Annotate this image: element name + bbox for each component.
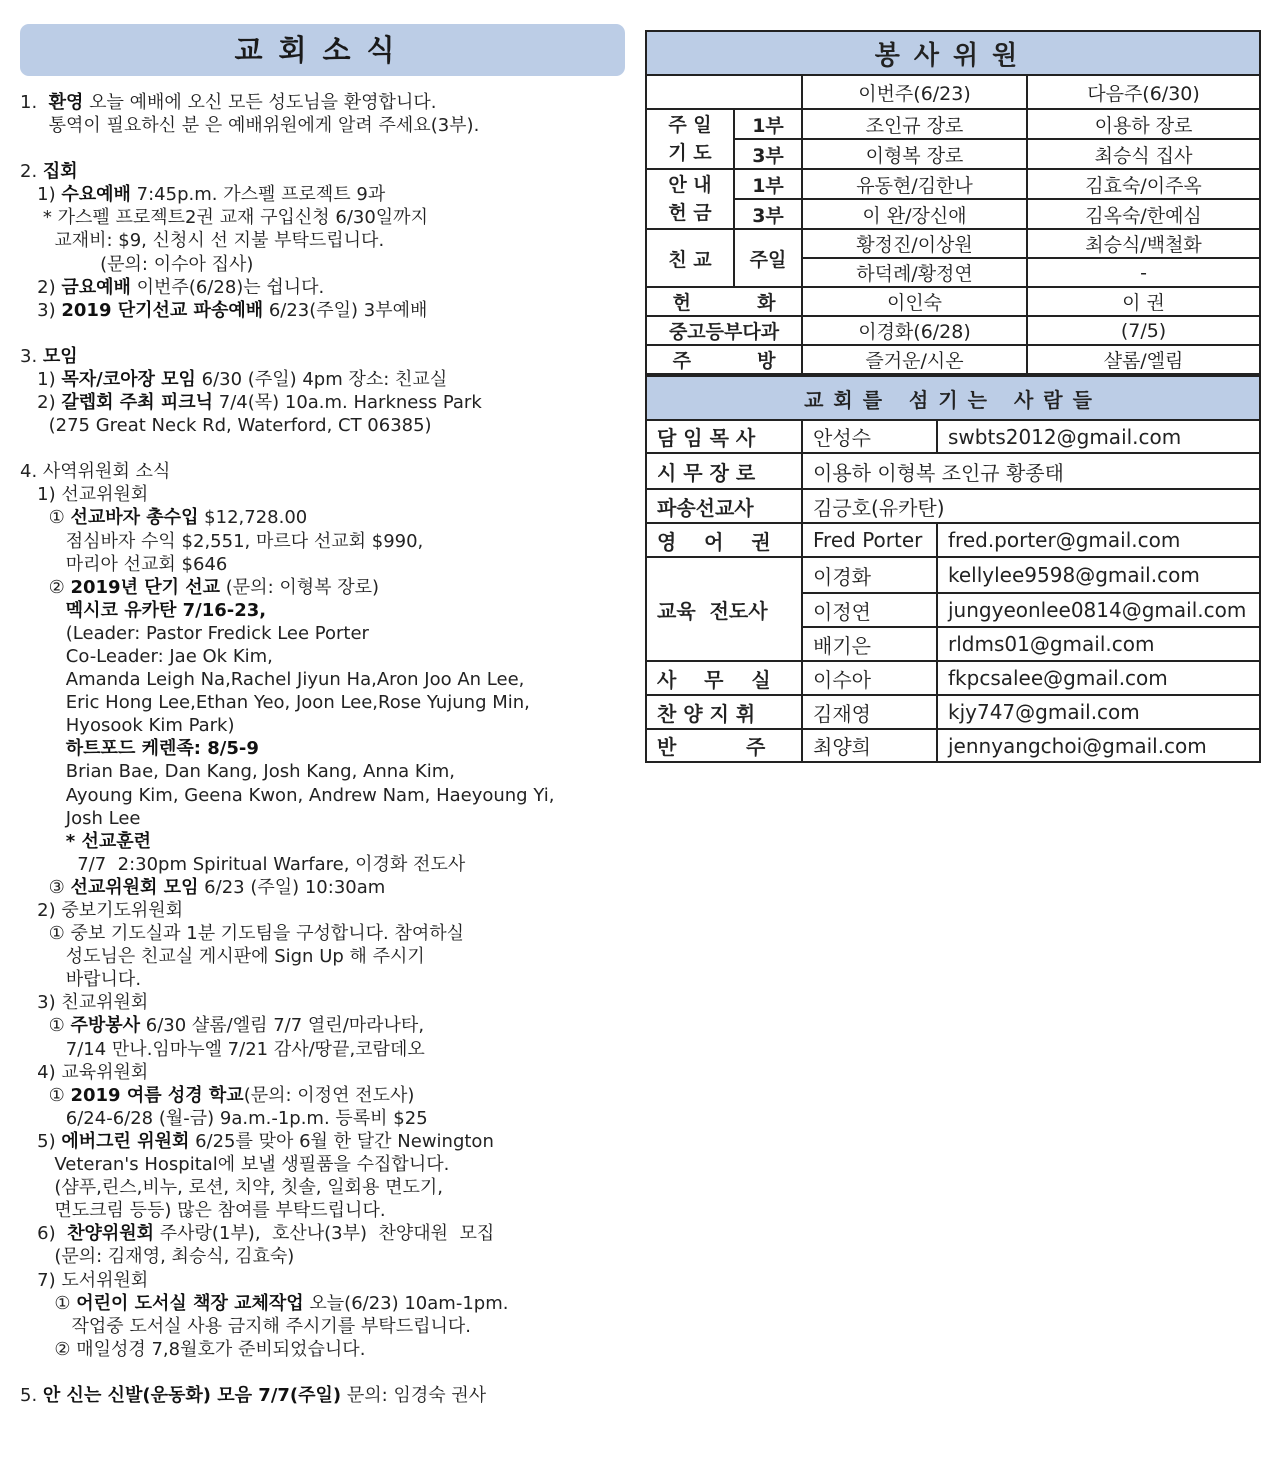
- news-emphasis: 주방봉사: [70, 1015, 141, 1037]
- youth-snack-next: (7/5): [1027, 316, 1260, 345]
- prayer-third-label: 3부: [734, 139, 802, 169]
- prayer-first-next: 이용하 장로: [1027, 109, 1260, 139]
- news-line: [20, 830, 625, 853]
- missionary-label: 파송선교사: [646, 489, 802, 523]
- news-line: [20, 784, 625, 807]
- news-text: Josh Lee: [20, 807, 141, 829]
- news-text: 교재비: $9, 신청시 선 지불 부탁드립니다.: [20, 230, 385, 252]
- news-spacer: [20, 1361, 625, 1384]
- news-text: Amanda Leigh Na,Rachel Jiyun Ha,Aron Joo An Lee,: [20, 669, 525, 691]
- news-text: 이번주(6/28)는 쉽니다.: [130, 276, 325, 298]
- prayer-first-this: 조인규 장로: [802, 109, 1027, 139]
- news-emphasis: 금요예배: [61, 276, 131, 298]
- news-emphasis: 선교위원회 모임: [70, 876, 199, 898]
- news-text: (275 Great Neck Rd, Waterford, CT 06385): [20, 415, 432, 437]
- accomp-label: 반 주: [646, 729, 802, 762]
- flower-next: 이 권: [1027, 287, 1260, 316]
- news-emphasis: 집회: [42, 161, 78, 183]
- news-emphasis: 멕시코 유카탄 7/16-23,: [65, 599, 267, 621]
- news-text: 오늘(6/23) 10am-1pm.: [303, 1292, 509, 1314]
- news-text: 2) 중보기도위원회: [20, 900, 184, 921]
- news-text: 1): [20, 184, 62, 206]
- news-text: Eric Hong Lee,Ethan Yeo, Joon Lee,Rose Yujung Min,: [20, 692, 530, 714]
- fellowship-next-1: 최승식/백철화: [1027, 229, 1260, 258]
- news-line: [20, 160, 625, 183]
- news-line: [20, 1315, 625, 1338]
- news-text: ①: [20, 1015, 71, 1037]
- news-emphasis: 2019 단기선교 파송예배: [61, 299, 264, 321]
- news-line: [20, 1038, 625, 1061]
- staff-table: [645, 375, 1261, 763]
- this-week-header: 이번주(6/23): [802, 75, 1027, 109]
- news-line: [20, 1269, 625, 1292]
- news-line: [20, 530, 625, 553]
- fellowship-sunday-label: 주일: [734, 229, 802, 287]
- news-text: [20, 831, 66, 852]
- news-line: [20, 714, 625, 737]
- news-text: ①: [20, 1292, 77, 1314]
- offering-first-next: 김효숙/이주옥: [1027, 169, 1260, 199]
- news-text: Brian Bae, Dan Kang, Josh Kang, Anna Kim,: [20, 761, 455, 783]
- news-text: (샴푸,린스,비누, 로션, 치약, 칫솔, 일회용 면도기,: [20, 1177, 443, 1199]
- flower-label: 헌 화: [646, 287, 802, 316]
- news-text: 6/24-6/28 (월-금) 9a.m.-1p.m. 등록비 $25: [20, 1107, 428, 1129]
- fellowship-this-2: 하덕례/황정연: [802, 258, 1027, 287]
- news-line: [20, 1292, 625, 1315]
- news-line: [20, 576, 625, 599]
- offering-first-label: 1부: [734, 169, 802, 199]
- news-text: 4. 사역위원회 소식: [20, 461, 171, 483]
- service-corner: [646, 75, 802, 109]
- office-name: 이수아: [802, 661, 937, 695]
- kitchen-this: 즐거운/시온: [802, 345, 1027, 374]
- edu-email-1[interactable]: kellylee9598@gmail.com: [937, 557, 1260, 593]
- news-line: [20, 253, 625, 276]
- fellowship-this-1: 황정진/이상원: [802, 229, 1027, 258]
- edu-name-3: 배기은: [802, 627, 937, 661]
- elders-names: 이용하 이형복 조인규 황종태: [802, 453, 1260, 489]
- news-text: Veteran's Hospital에 보낼 생필품을 수집합니다.: [20, 1154, 450, 1176]
- prayer-third-this: 이형복 장로: [802, 139, 1027, 169]
- edu-label: 교육 전도사: [646, 557, 802, 661]
- news-line: [20, 1199, 625, 1222]
- offering-third-next: 김옥숙/한예심: [1027, 199, 1260, 229]
- news-text: [20, 738, 66, 759]
- news-text: 5): [20, 1130, 62, 1152]
- news-line: [20, 299, 625, 322]
- news-emphasis: 찬양위원회: [67, 1223, 155, 1245]
- edu-email-2[interactable]: jungyeonlee0814@gmail.com: [937, 593, 1260, 627]
- news-text: Co-Leader: Jae Ok Kim,: [20, 645, 273, 667]
- news-text: $12,728.00: [198, 507, 308, 529]
- news-text: 1): [20, 368, 62, 390]
- news-text: 2): [20, 392, 62, 414]
- news-line: [20, 1084, 625, 1107]
- news-text: (문의: 이정연 전도사): [243, 1084, 415, 1106]
- news-line: [20, 1153, 625, 1176]
- news-text: 1) 선교위원회: [20, 484, 149, 506]
- offering-label: 안 내 헌 금: [646, 169, 734, 229]
- church-news-title: 교회소식: [20, 24, 625, 76]
- office-email[interactable]: fkpcsalee@gmail.com: [937, 661, 1260, 695]
- news-text: 3.: [20, 345, 43, 367]
- news-line: [20, 1222, 625, 1245]
- news-text: 작업중 도서실 사용 금지해 주시기를 부탁드립니다.: [20, 1315, 471, 1337]
- youth-snack-label: 중고등부다과: [646, 316, 802, 345]
- news-text: ②: [20, 576, 71, 598]
- news-text: 바랍니다.: [20, 969, 142, 991]
- news-text: 5.: [20, 1384, 43, 1406]
- news-line: [20, 91, 625, 114]
- news-line: [20, 391, 625, 414]
- news-line: [20, 599, 625, 622]
- news-emphasis: 안 신는 신발(운동화) 모음 7/7(주일): [42, 1384, 342, 1406]
- elders-label: 시 무 장 로: [646, 453, 802, 489]
- news-text: 4) 교육위원회: [20, 1061, 149, 1083]
- news-text: 6): [20, 1223, 68, 1245]
- church-news-list: [20, 91, 625, 1407]
- news-line: [20, 922, 625, 945]
- accomp-email[interactable]: jennyangchoi@gmail.com: [937, 729, 1260, 762]
- news-line: [20, 737, 625, 760]
- news-line: [20, 483, 625, 506]
- english-label: 영 어 권: [646, 523, 802, 557]
- offering-third-this: 이 완/장신애: [802, 199, 1027, 229]
- news-line: [20, 876, 625, 899]
- news-text: 1.: [20, 92, 49, 113]
- offering-first-this: 유동현/김한나: [802, 169, 1027, 199]
- news-emphasis: * 선교훈련: [65, 830, 152, 852]
- news-text: 6/30 (주일) 4pm 장소: 친교실: [195, 368, 448, 390]
- news-text: 2.: [20, 161, 43, 183]
- news-spacer: [20, 437, 625, 460]
- news-text: [20, 600, 66, 621]
- news-line: [20, 1130, 625, 1153]
- news-text: 3) 친교위원회: [20, 992, 149, 1014]
- news-emphasis: 환영: [48, 92, 84, 113]
- flower-this: 이인숙: [802, 287, 1027, 316]
- news-text: 2): [20, 276, 62, 298]
- news-text: (문의: 이형복 장로): [220, 576, 380, 598]
- news-text: 6/23 (주일) 10:30am: [198, 876, 386, 898]
- office-label: 사 무 실: [646, 661, 802, 695]
- missionary-name: 김긍호(유카탄): [802, 489, 1260, 523]
- news-emphasis: 어린이 도서실 책장 교체작업: [76, 1292, 304, 1314]
- prayer-third-next: 최승식 집사: [1027, 139, 1260, 169]
- news-emphasis: 2019년 단기 선교: [70, 576, 221, 598]
- news-text: 6/25를 맞아 6월 한 달간 Newington: [189, 1130, 494, 1152]
- edu-name-2: 이정연: [802, 593, 937, 627]
- pastor-email[interactable]: swbts2012@gmail.com: [937, 420, 1260, 453]
- news-line: [20, 368, 625, 391]
- news-text: 문의: 임경숙 권사: [341, 1384, 487, 1406]
- news-emphasis: 하트포드 케렌족: 8/5-9: [65, 738, 259, 760]
- news-emphasis: 2019 여름 성경 학교: [70, 1084, 244, 1106]
- news-text: (문의: 이수아 집사): [20, 253, 254, 275]
- fellowship-label: 친 교: [646, 229, 734, 287]
- church-news-section: [20, 24, 625, 1407]
- pastor-name: 안성수: [802, 420, 937, 453]
- news-text: 마리아 선교회 $646: [20, 553, 228, 575]
- fellowship-next-2: -: [1027, 258, 1260, 287]
- news-emphasis: 에버그린 위원회: [61, 1130, 190, 1152]
- kitchen-label: 주 방: [646, 345, 802, 374]
- news-text: 7:45p.m. 가스펠 프로젝트 9과: [130, 184, 386, 206]
- news-emphasis: 수요예배: [61, 184, 131, 206]
- english-name: Fred Porter: [802, 523, 937, 557]
- news-text: 면도크림 등등) 많은 참여를 부탁드립니다.: [20, 1200, 386, 1222]
- news-text: 3): [20, 299, 62, 321]
- offering-third-label: 3부: [734, 199, 802, 229]
- service-table: [645, 30, 1261, 375]
- news-line: [20, 899, 625, 922]
- choir-name: 김재영: [802, 695, 937, 729]
- news-text: 오늘 예배에 오신 모든 성도님을 환영합니다.: [83, 92, 437, 113]
- kitchen-next: 샬롬/엘림: [1027, 345, 1260, 374]
- news-text: 7) 도서위원회: [20, 1269, 149, 1291]
- news-line: [20, 1245, 625, 1268]
- news-emphasis: 모임: [42, 345, 78, 367]
- news-line: [20, 1107, 625, 1130]
- news-line: [20, 1014, 625, 1037]
- news-line: [20, 460, 625, 483]
- service-title: 봉사위원: [646, 31, 1260, 75]
- news-emphasis: 갈렙회 주최 피크닉: [61, 392, 214, 414]
- news-text: Ayoung Kim, Geena Kwon, Andrew Nam, Haeyoung Yi,: [20, 784, 555, 806]
- news-text: ③: [20, 876, 71, 898]
- news-line: [20, 1384, 625, 1407]
- news-line: [20, 1338, 625, 1361]
- edu-name-1: 이경화: [802, 557, 937, 593]
- news-text: ② 매일성경 7,8월호가 준비되었습니다.: [20, 1338, 366, 1360]
- news-text: ①: [20, 1084, 71, 1106]
- news-line: [20, 553, 625, 576]
- news-text: (문의: 김재영, 최승식, 김효숙): [20, 1246, 295, 1268]
- news-line: [20, 1061, 625, 1084]
- right-column: [645, 30, 1259, 763]
- next-week-header: 다음주(6/30): [1027, 75, 1260, 109]
- news-text: 주사랑(1부), 호산나(3부) 찬양대원 모집: [154, 1223, 495, 1245]
- news-text: 7/7 2:30pm Spiritual Warfare, 이경화 전도사: [20, 853, 466, 875]
- news-line: [20, 206, 625, 229]
- news-spacer: [20, 322, 625, 345]
- news-line: [20, 668, 625, 691]
- news-line: [20, 345, 625, 368]
- news-text: 6/23(주일) 3부예배: [263, 299, 428, 321]
- news-text: (Leader: Pastor Fredick Lee Porter: [20, 622, 369, 644]
- news-line: [20, 1176, 625, 1199]
- news-line: [20, 968, 625, 991]
- edu-email-3[interactable]: rldms01@gmail.com: [937, 627, 1260, 661]
- news-spacer: [20, 137, 625, 160]
- news-text: Hyosook Kim Park): [20, 715, 235, 737]
- news-line: [20, 760, 625, 783]
- youth-snack-this: 이경화(6/28): [802, 316, 1027, 345]
- news-emphasis: 선교바자 총수입: [70, 507, 199, 529]
- news-line: [20, 276, 625, 299]
- news-line: [20, 414, 625, 437]
- news-text: * 가스펠 프로젝트2권 교재 구입신청 6/30일까지: [20, 207, 428, 229]
- news-line: [20, 807, 625, 830]
- prayer-label: 주 일 기 도: [646, 109, 734, 169]
- news-line: [20, 622, 625, 645]
- news-line: [20, 645, 625, 668]
- news-line: [20, 506, 625, 529]
- news-line: [20, 183, 625, 206]
- english-email[interactable]: fred.porter@gmail.com: [937, 523, 1260, 557]
- news-text: 7/14 만나.임마누엘 7/21 감사/땅끝,코람데오: [20, 1038, 425, 1060]
- news-line: [20, 691, 625, 714]
- news-text: 점심바자 수익 $2,551, 마르다 선교회 $990,: [20, 530, 424, 552]
- choir-label: 찬 양 지 휘: [646, 695, 802, 729]
- news-line: [20, 853, 625, 876]
- news-text: 통역이 필요하신 분 은 예배위원에게 알려 주세요(3부).: [20, 115, 480, 137]
- pastor-label: 담 임 목 사: [646, 420, 802, 453]
- news-line: [20, 114, 625, 137]
- accomp-name: 최양희: [802, 729, 937, 762]
- news-text: 7/4(목) 10a.m. Harkness Park: [213, 392, 482, 414]
- prayer-first-label: 1부: [734, 109, 802, 139]
- news-line: [20, 991, 625, 1014]
- news-text: 성도님은 친교실 게시판에 Sign Up 해 주시기: [20, 946, 425, 968]
- choir-email[interactable]: kjy747@gmail.com: [937, 695, 1260, 729]
- staff-title: 교회를 섬기는 사람들: [646, 376, 1260, 420]
- news-line: [20, 945, 625, 968]
- news-emphasis: 목자/코아장 모임: [61, 368, 196, 390]
- news-line: [20, 229, 625, 252]
- news-text: 6/30 샬롬/엘림 7/7 열린/마라나타,: [140, 1015, 425, 1037]
- news-text: ① 중보 기도실과 1분 기도팀을 구성합니다. 참여하실: [20, 923, 465, 945]
- news-text: ①: [20, 507, 71, 529]
